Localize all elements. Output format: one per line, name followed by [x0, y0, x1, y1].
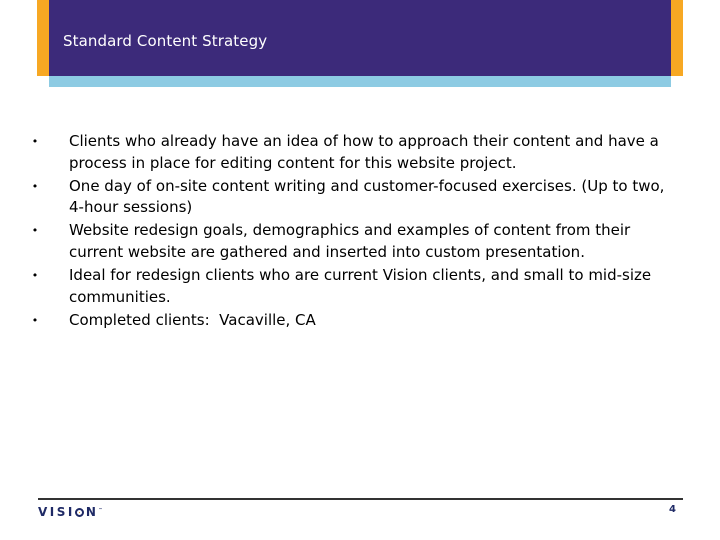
bullet-text: Ideal for redesign clients who are current Vision clients, and small to mid-size communities. [69, 266, 656, 306]
trademark-mark: ™ [98, 507, 103, 512]
bullet-dot-icon: • [31, 269, 39, 283]
bullet-text: Completed clients: Vacaville, CA [69, 310, 316, 329]
bullet-text: Website redesign goals, demographics and examples of content from their current website are gathered and inserted into custom presentation. [69, 221, 635, 261]
page-number: 4 [669, 504, 676, 515]
bullet-item [30, 131, 670, 174]
header-accent-right [671, 0, 683, 76]
logo-prefix: VISI [38, 505, 75, 519]
header-underline [49, 76, 671, 87]
logo-suffix: N [85, 505, 99, 519]
slide-header [49, 0, 671, 76]
bullet-dot-icon: • [31, 179, 39, 193]
vision-logo [38, 505, 102, 519]
bullet-item [30, 176, 670, 219]
bullet-dot-icon: • [31, 313, 39, 327]
bullet-list [30, 131, 670, 333]
header-accent-left [37, 0, 49, 76]
bullet-dot-icon: • [31, 224, 39, 238]
bullet-item [30, 310, 670, 332]
bullet-item [30, 265, 670, 308]
bullet-text: Clients who already have an idea of how to approach their content and have a process in place for editing content for this website project. [69, 132, 664, 172]
logo-o-icon [75, 508, 84, 517]
bullet-item [30, 220, 670, 263]
slide-title: Standard Content Strategy [63, 32, 268, 50]
footer-divider [38, 498, 683, 500]
bullet-text: One day of on-site content writing and customer-focused exercises. (Up to two, 4-hour sessions) [69, 176, 670, 217]
bullet-dot-icon: • [31, 135, 39, 148]
